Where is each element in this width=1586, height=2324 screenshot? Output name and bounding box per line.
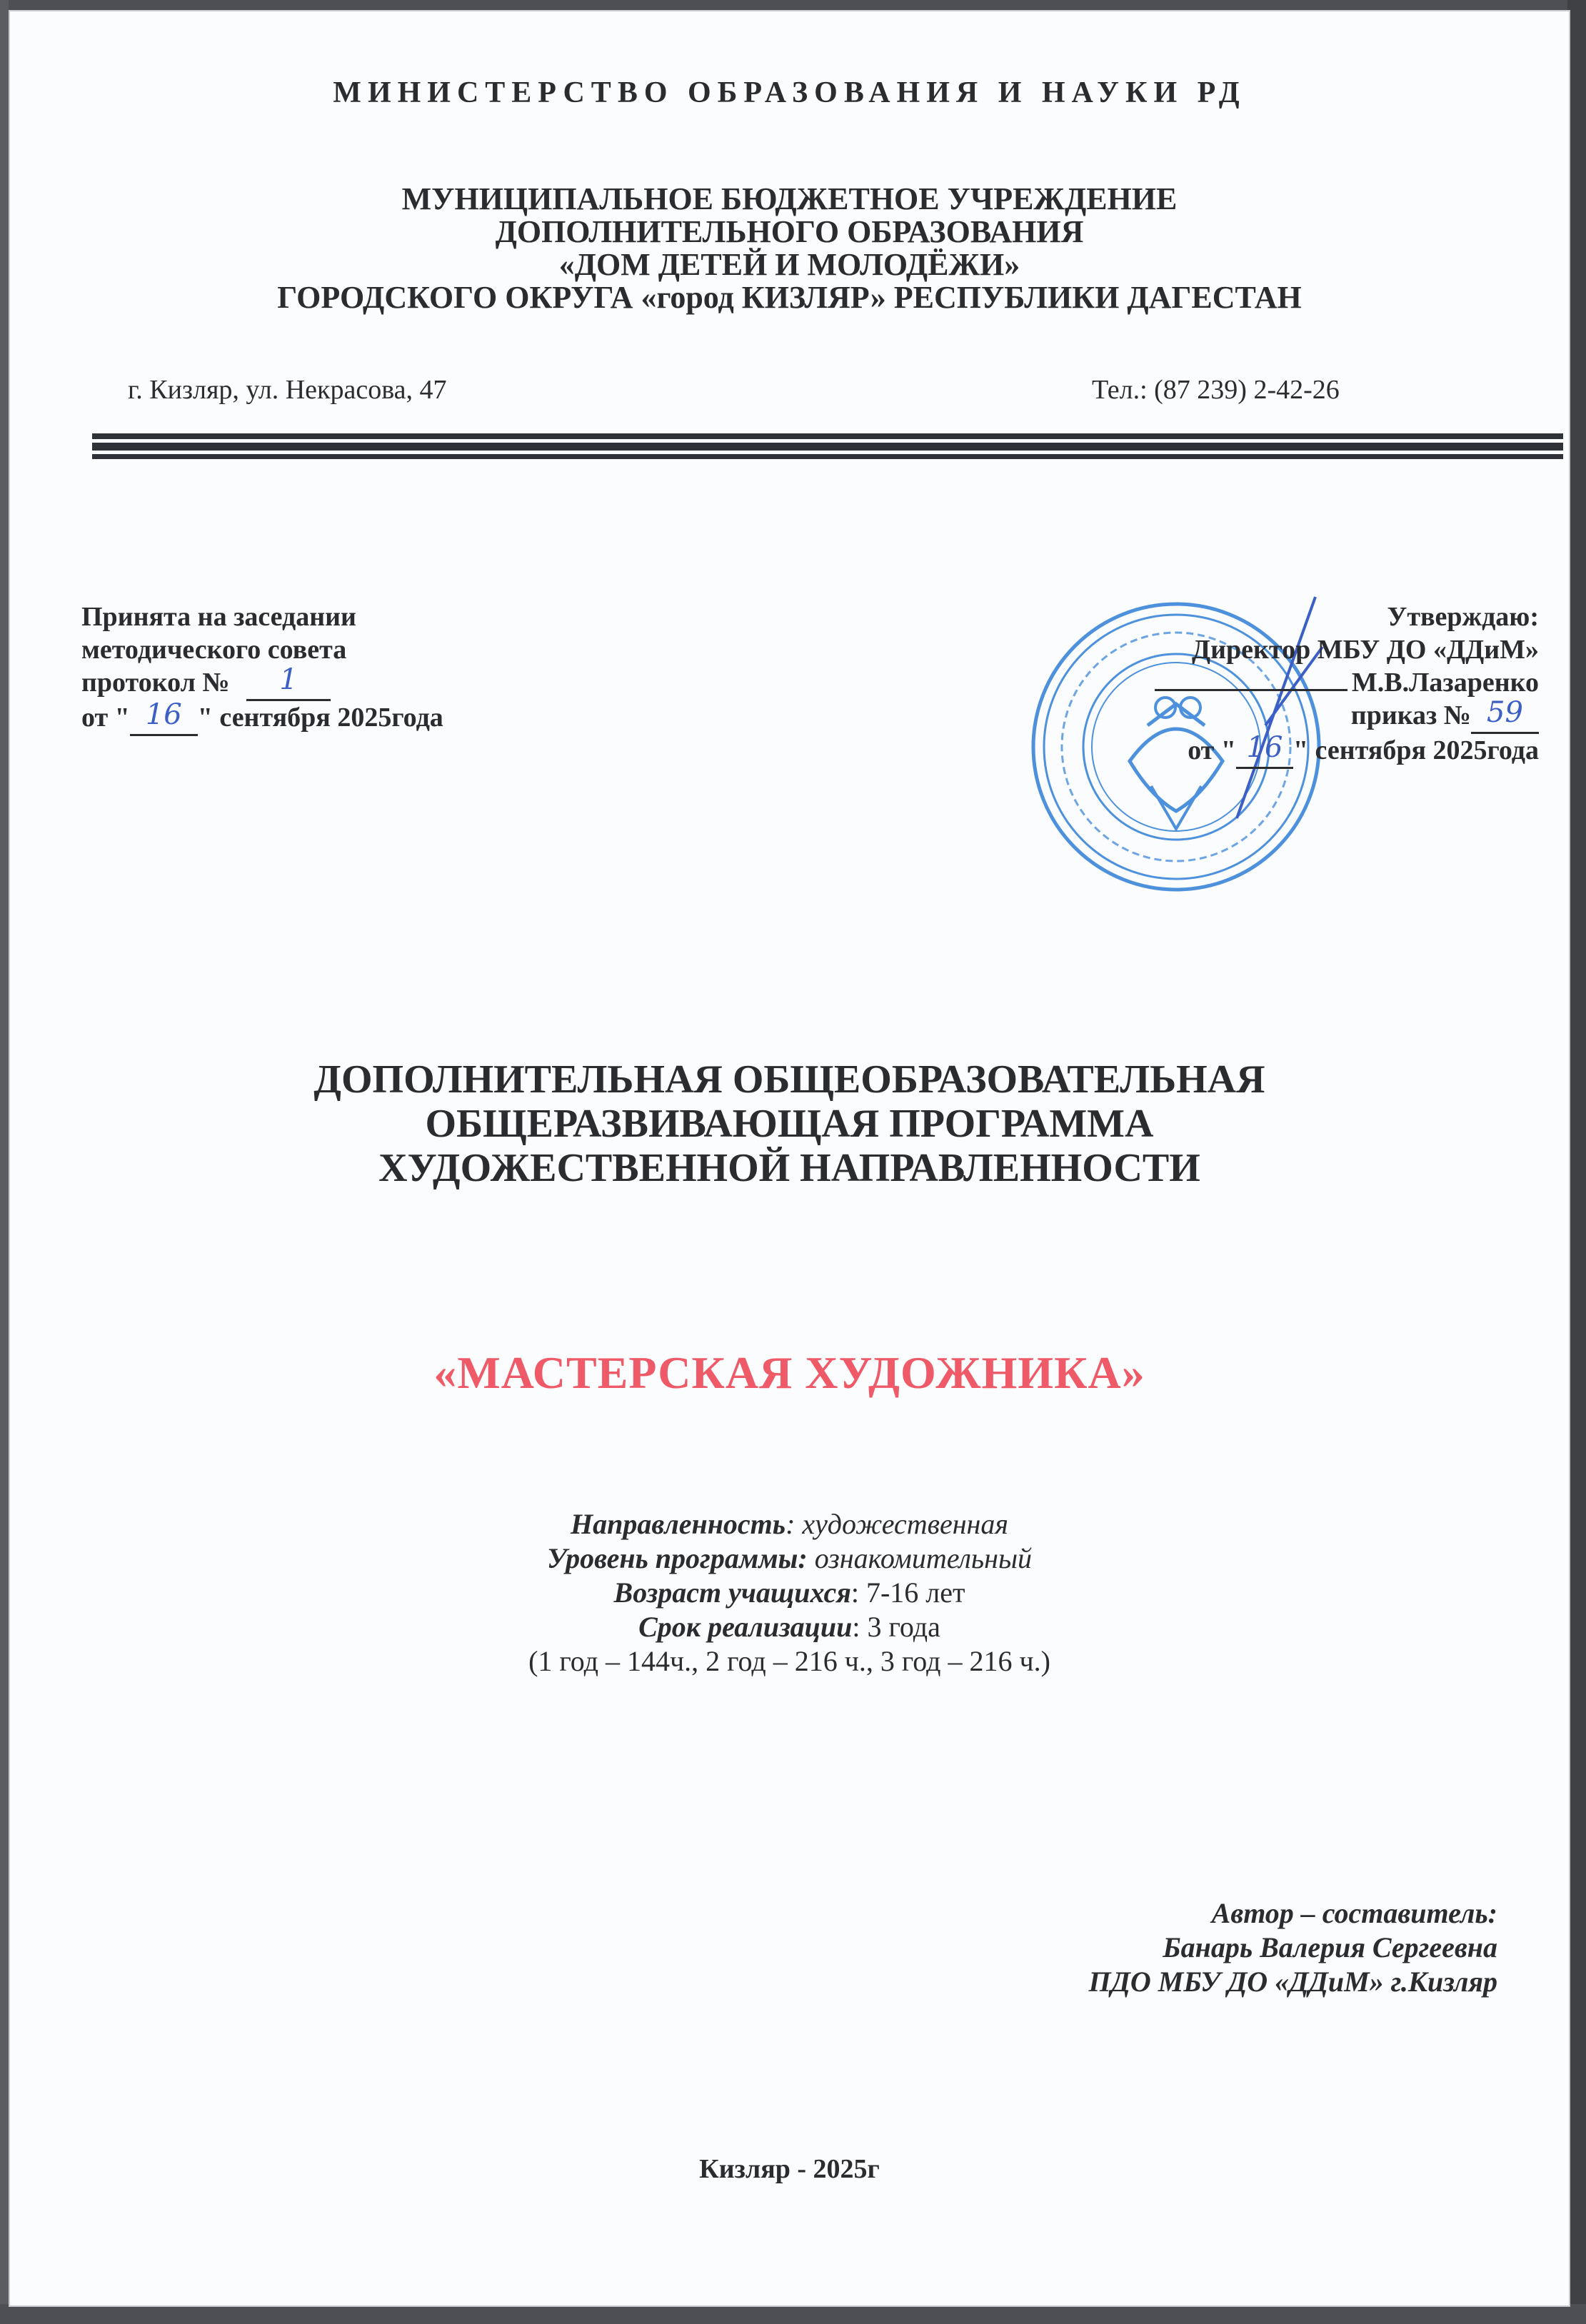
date-day: 16 [1246,731,1283,764]
protocol-number: 1 [279,663,298,696]
detail-value: : 3 года [852,1611,940,1643]
scan-edge-left [0,0,9,2324]
org-line: ГОРОДСКОГО ОКРУГА «город КИЗЛЯР» РЕСПУБЛИКИ ДАГЕСТАН [277,280,1302,315]
address: г. Кизляр, ул. Некрасова, 47 [128,375,447,405]
author-label: Автор – составитель: [1211,1897,1497,1929]
title-line: ХУДОЖЕСТВЕННОЙ НАПРАВЛЕННОСТИ [378,1146,1200,1190]
accepted-date-line [81,698,443,736]
protocol-number-field [246,663,331,701]
document-page [9,10,1570,2307]
protocol-label: протокол № [81,668,230,698]
detail-direction [10,1507,1569,1541]
accepted-line: Принята на заседании [81,602,356,632]
date-prefix: от " [81,703,130,733]
header-divider [92,433,1563,439]
protocol-line [81,663,443,701]
scan-edge-top [0,0,1586,10]
approval-line: Директор МБУ ДО «ДДиМ» [1191,635,1539,665]
title-line: ДОПОЛНИТЕЛЬНАЯ ОБЩЕОБРАЗОВАТЕЛЬНАЯ [313,1057,1265,1102]
date-day-field [1236,731,1293,769]
program-title [10,1057,1569,1190]
signature-line [1155,689,1347,691]
order-number-field [1471,696,1539,734]
date-suffix: " сентября 2025года [1293,735,1539,765]
approval-line: Утверждаю: [1387,602,1539,632]
program-name: «МАСТЕРСКАЯ ХУДОЖНИКА» [433,1347,1145,1398]
detail-term [10,1610,1569,1644]
date-day: 16 [145,698,182,731]
organization-name [10,183,1569,314]
org-line: ДОПОЛНИТЕЛЬНОГО ОБРАЗОВАНИЯ [495,214,1084,249]
detail-hours: (1 год – 144ч., 2 год – 216 ч., 3 год – 216 ч.) [528,1645,1050,1677]
phone: Тел.: (87 239) 2-42-26 [1092,375,1340,405]
program-details [10,1507,1569,1679]
org-line: «ДОМ ДЕТЕЙ И МОЛОДЁЖИ» [558,247,1020,282]
detail-value: ознакомительный [807,1542,1033,1574]
header-divider [92,454,1563,459]
footer-city-year: Кизляр - 2025г [699,2154,880,2184]
author-name: Банарь Валерия Сергеевна [1163,1931,1497,1963]
author-block [1088,1896,1497,1999]
approval-block [1155,600,1539,769]
author-position: ПДО МБУ ДО «ДДиМ» г.Кизляр [1088,1966,1497,1998]
accepted-block [81,600,443,736]
ministry-heading: МИНИСТЕРСТВО ОБРАЗОВАНИЯ И НАУКИ РД [333,76,1246,109]
detail-value: : художественная [786,1508,1008,1540]
org-line: МУНИЦИПАЛЬНОЕ БЮДЖЕТНОЕ УЧРЕЖДЕНИЕ [401,181,1178,216]
detail-age [10,1576,1569,1610]
accepted-line: методического совета [81,635,347,665]
director-name: М.В.Лазаренко [1351,668,1539,698]
title-line: ОБЩЕРАЗВИВАЮЩАЯ ПРОГРАММА [425,1102,1154,1146]
date-prefix: от " [1188,735,1236,765]
date-day-field [130,698,198,736]
header-divider [92,443,1563,451]
detail-value: : 7-16 лет [850,1576,965,1609]
scan-edge-bottom [0,2304,1586,2324]
date-suffix: " сентября 2025года [197,703,443,733]
approval-date-line [1155,731,1539,769]
detail-level [10,1541,1569,1576]
order-number: 59 [1487,696,1523,729]
director-line [1155,666,1539,699]
order-line [1155,696,1539,734]
detail-label: Срок реализации [638,1611,853,1643]
detail-label: Уровень программы: [546,1542,808,1574]
order-label: приказ № [1350,700,1471,730]
detail-label: Возраст учащихся [613,1576,851,1609]
detail-label: Направленность [571,1508,786,1540]
